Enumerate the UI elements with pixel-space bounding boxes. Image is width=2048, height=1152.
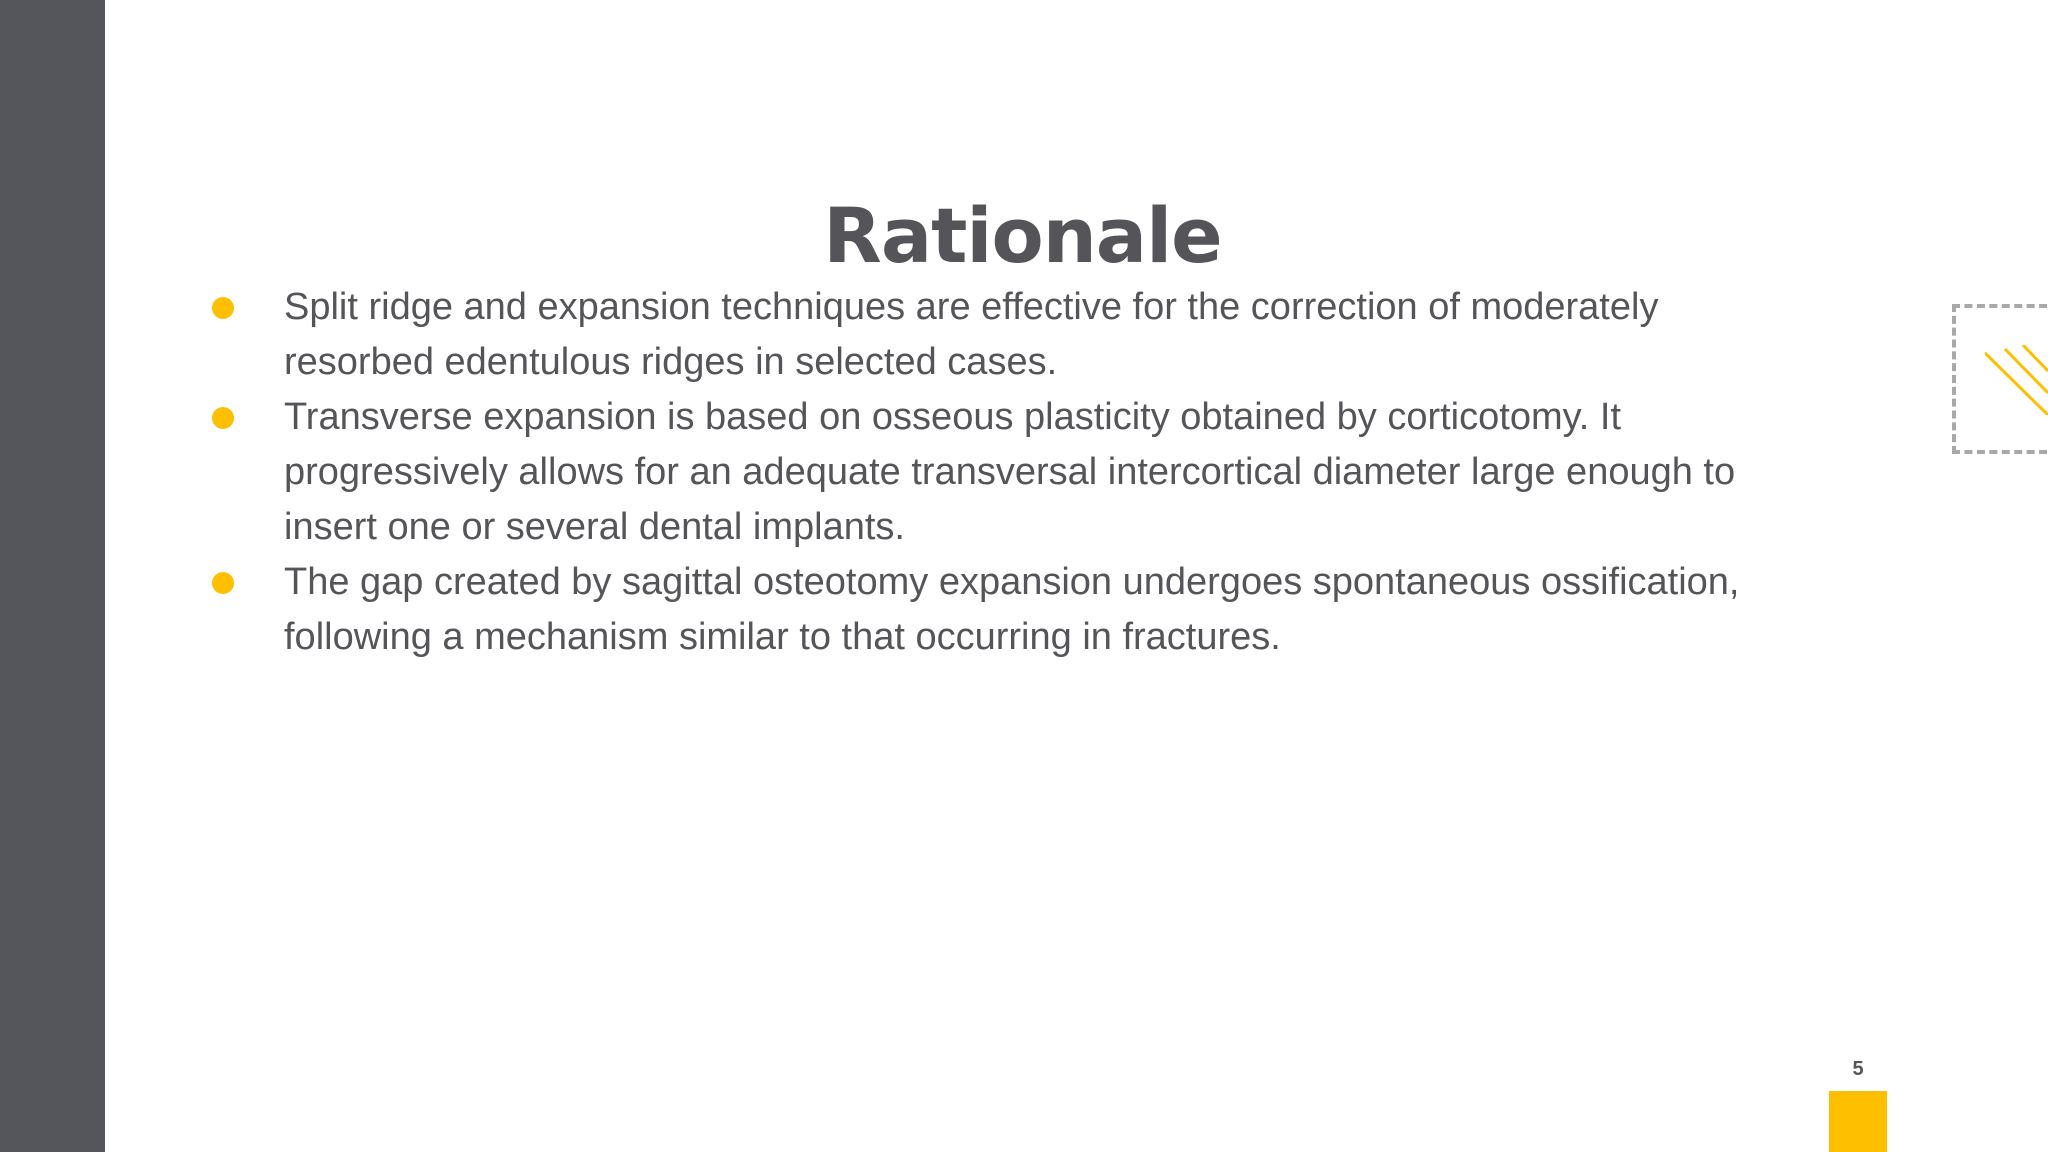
bullet-list — [210, 280, 1830, 665]
page-number: 5 — [1852, 1058, 1864, 1080]
bullet-text-line: following a mechanism similar to that occurring in fractures. — [284, 616, 1281, 658]
bullet-text-line: The gap created by sagittal osteotomy expansion undergoes spontaneous ossification, — [284, 561, 1740, 603]
bullet-text-line: insert one or several dental implants. — [284, 506, 905, 548]
corner-accent-block — [1829, 1091, 1887, 1152]
bullet-text-line: Split ridge and expansion techniques are effective for the correction of moderately — [284, 286, 1659, 328]
bullet-dot-icon — [212, 297, 234, 319]
bullet-item — [210, 390, 1830, 555]
bullet-dot-icon — [212, 572, 234, 594]
bullet-dot-icon — [212, 407, 234, 429]
bullet-text-line: resorbed edentulous ridges in selected cases. — [284, 341, 1058, 383]
bullet-item — [210, 555, 1830, 665]
bullet-text-line: Transverse expansion is based on osseous plasticity obtained by corticotomy. It — [284, 396, 1622, 438]
diagonal-stripes-decoration — [1985, 345, 2048, 415]
slide-title: Rationale — [823, 190, 1222, 280]
bullet-text-line: progressively allows for an adequate transversal intercortical diameter large enough to — [284, 451, 1736, 493]
left-sidebar-bar — [0, 0, 105, 1152]
bullet-item — [210, 280, 1830, 390]
